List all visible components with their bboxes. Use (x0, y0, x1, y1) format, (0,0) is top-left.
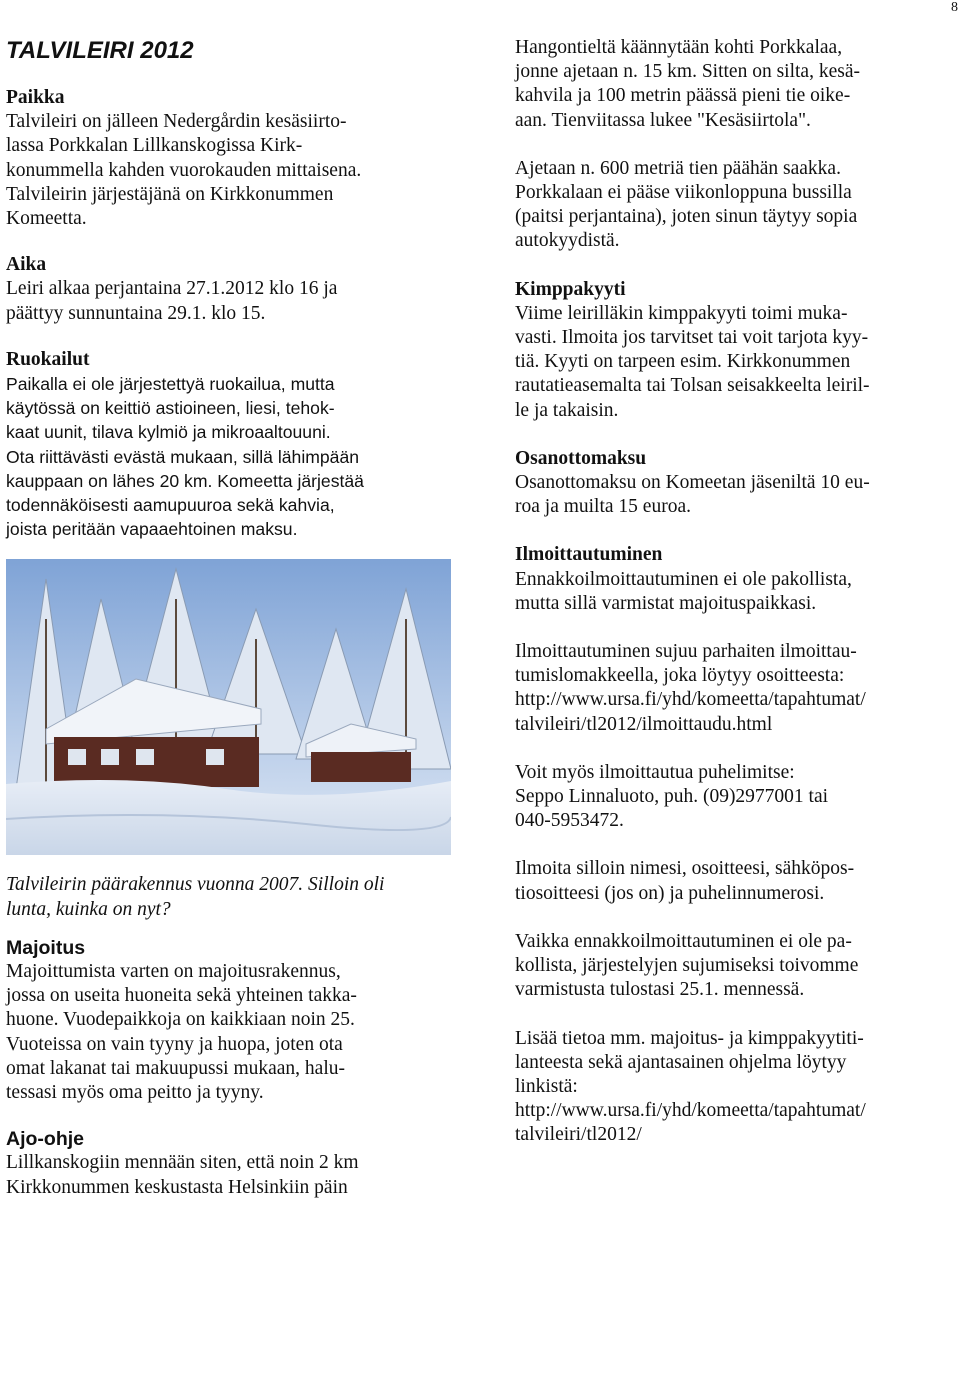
heading-kimppakyyti: Kimppakyyti (515, 278, 626, 300)
heading-osanottomaksu: Osanottomaksu (515, 447, 647, 469)
photo-caption: Talvileirin päärakennus vuonna 2007. Silloin oli lunta, kuinka on nyt? (6, 874, 385, 920)
paragraph-osanottomaksu: Osanottomaksu on Komeetan jäseniltä 10 eu- roa ja muilta 15 euroa. (515, 472, 870, 518)
paragraph-registration-form: Ilmoittautuminen sujuu parhaiten ilmoittau- tumislomakkeella, joka löytyy osoitteesta: http://www.ursa.fi/yhd/komeetta/tapahtumat/ talvileiri/tl2012/ilmoittaudu.html (515, 641, 866, 735)
paragraph-info: Ilmoita silloin nimesi, osoitteesi, sähköpos- tiosoitteesi (jos on) ja puhelinnumerosi. (515, 858, 855, 904)
winter-cabin-photo (6, 559, 451, 855)
heading-ilmoittautuminen: Ilmoittautuminen (515, 544, 663, 566)
paragraph-ajo-ohje: Lillkanskogiin mennään siten, että noin 2 km Kirkkonummen keskustasta Helsinkiin päin (6, 1152, 359, 1198)
heading-majoitus: Majoitus (6, 936, 86, 959)
right-column (515, 36, 955, 1172)
page-number: 8 (951, 0, 958, 15)
paragraph-phone: Voit myös ilmoittautua puhelimitse: Seppo Linnaluoto, puh. (09)2977001 tai 040-5953472. (515, 761, 829, 832)
paragraph-ruokailut: Paikalla ei ole järjestettyä ruokailua, mutta käytössä on keittiö astioineen, liesi, tehok- kaat uunit, tilava kylmiö ja mikroaaltouuni. Ota riittävästi evästä mukaan, sillä lähimpään kauppaan on lähes 20 km. Komeetta järjestää todennäköisesti aamupuuroa sekä kahvia, joista peritään vapaaehtoinen maksu. (6, 374, 364, 540)
heading-aika: Aika (6, 254, 47, 276)
paragraph-aika: Leiri alkaa perjantaina 27.1.2012 klo 16 ja päättyy sunnuntaina 29.1. klo 15. (6, 278, 338, 324)
paragraph-ilmoittautuminen: Ennakkoilmoittautuminen ei ole pakollista, mutta sillä varmistat majoituspaikkasi. (515, 568, 852, 614)
paragraph-more-info: Lisää tietoa mm. majoitus- ja kimppakyytiti- lanteesta sekä ajantasainen ohjelma löytyy linkistä: http://www.ursa.fi/yhd/komeetta/tapahtumat/ talvileiri/tl2012/ (515, 1027, 866, 1146)
heading-ruokailut: Ruokailut (6, 348, 90, 370)
left-column (6, 36, 476, 1222)
paragraph-kimppakyyti: Viime leirilläkin kimppakyyti toimi muka- vasti. Ilmoita jos tarvitset tai voit tarjota kyy- tiä. Kyyti on tarpeen esim. Kirkkonummen rautatieasemalta tai Tolsan seisakkeelta leiril- le ja takaisin. (515, 302, 870, 421)
paragraph-paikka: Talvileiri on jälleen Nedergårdin kesäsiirto- lassa Porkkalan Lillkanskogissa Kirk- konummella kahden vuorokauden mittaisena. Talvileirin järjestäjänä on Kirkkonummen Komeetta. (6, 111, 362, 230)
heading-ajo-ohje: Ajo-ohje (6, 1128, 84, 1151)
page-title: TALVILEIRI 2012 (6, 37, 194, 64)
paragraph-deadline: Vaikka ennakkoilmoittautuminen ei ole pa- kollista, järjestelyjen sujumiseksi toivomme varmistusta tulostasi 25.1. mennessä. (515, 930, 859, 1001)
paragraph-majoitus: Majoittumista varten on majoitusrakennus, jossa on useita huoneita sekä yhteinen takka- huone. Vuodepaikkoja on kaikkiaan noin 25. Vuoteissa on vain tyyny ja huopa, joten ota omat lakanat tai makuupussi mukaan, halu- tessasi myös oma peitto ja tyyny. (6, 961, 357, 1104)
heading-paikka: Paikka (6, 87, 65, 108)
paragraph-ajo-continued: Hangontieltä käännytään kohti Porkkalaa, jonne ajetaan n. 15 km. Sitten on silta, kesä- kahvila ja 100 metrin päässä pieni tie oike- aan. Tienviitassa lukee "Kesäsiirtola". (515, 37, 860, 131)
paragraph-ajo-continued-2: Ajetaan n. 600 metriä tien päähän saakka. Porkkalaan ei pääse viikonloppuna bussilla (paitsi perjantaina), joten sinun täytyy sopia autokyydistä. (515, 157, 858, 252)
